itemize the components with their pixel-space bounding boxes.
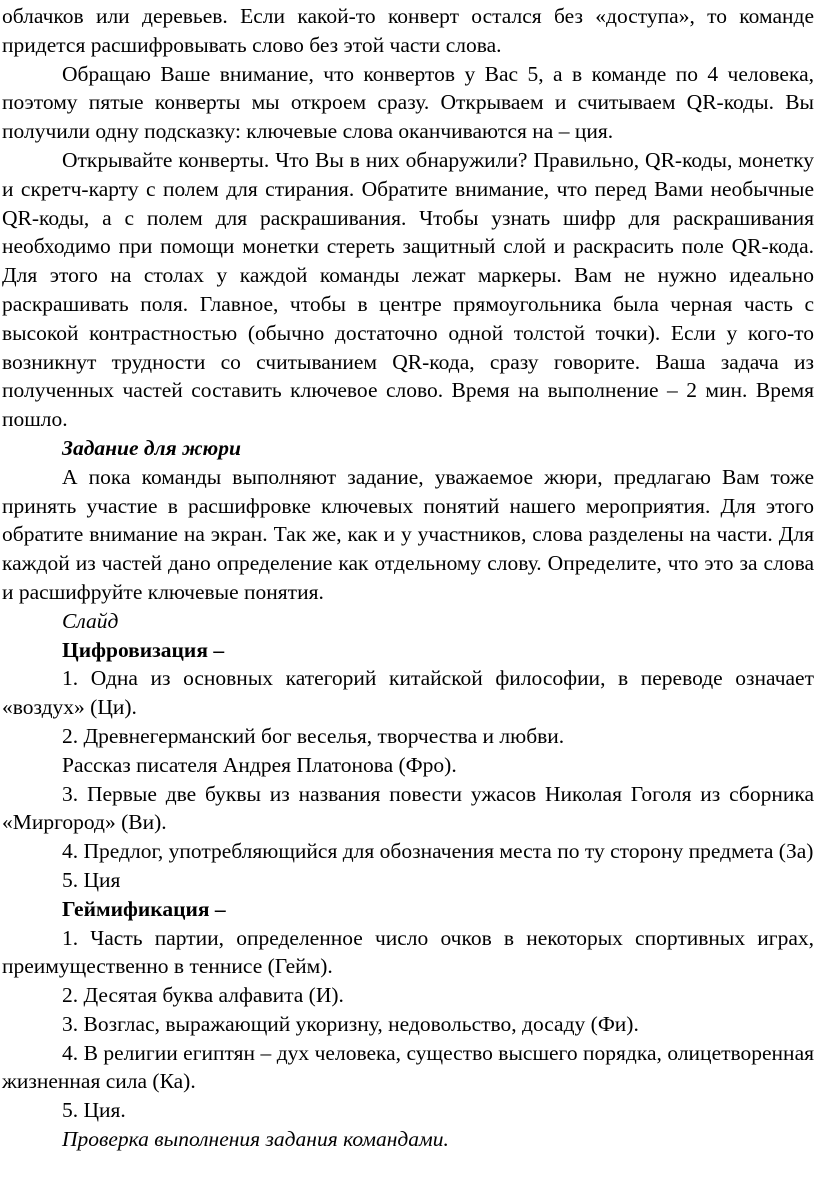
- list-item: 4. В религии египтян – дух человека, существо высшего порядка, олицетворенная жизненная сила (Ка).: [2, 1040, 814, 1094]
- jury-task-heading: Задание для жюри: [62, 435, 241, 460]
- list-item: 3. Возглас, выражающий укоризну, недовольство, досаду (Фи).: [62, 1011, 639, 1036]
- list-item: Рассказ писателя Андрея Платонова (Фро).: [62, 752, 457, 777]
- list-item: 2. Древнегерманский бог веселья, творчества и любви.: [62, 723, 565, 748]
- paragraph-jury-task: А пока команды выполняют задание, уважаемое жюри, предлагаю Вам тоже принять участие в расшифровке ключевых понятий нашего мероприятия. Для этого обратите внимание на экран. Так же, как и у участников, слова разделены на части. Для каждой из частей дано определение как отдельному слову. Определите, что это за слова и расшифруйте ключевые понятия.: [2, 464, 814, 604]
- paragraph-envelopes-note: Обращаю Ваше внимание, что конвертов у Вас 5, а в команде по 4 человека, поэтому пятые конверты мы откроем сразу. Открываем и считываем QR-коды. Вы получили одну подсказку: ключевые слова оканчиваются на – ция.: [2, 61, 814, 144]
- list-item: 3. Первые две буквы из названия повести ужасов Николая Гоголя из сборника «Миргород» (Ви).: [2, 781, 814, 835]
- footer-note: Проверка выполнения задания командами.: [62, 1127, 449, 1152]
- slide-label: Слайд: [62, 608, 119, 633]
- paragraph-instructions: Открывайте конверты. Что Вы в них обнаружили? Правильно, QR-коды, монетку и скретч-карту с полем для стирания. Обратите внимание, что перед Вами необычные QR-коды, а с полем для раскрашивания. Чтобы узнать шифр для раскрашивания необходимо при помощи монетки стереть защитный слой и раскрасить поле QR-кода. Для этого на столах у каждой команды лежат маркеры. Вам не нужно идеально раскрашивать поля. Главное, чтобы в центре прямоугольника была черная часть с высокой контрастностью (обычно достаточно одной толстой точки). Если у кого-то возникнут трудности со считыванием QR-кода, сразу говорите. Ваша задача из полученных частей составить ключевое слово. Время на выполнение – 2 мин. Время пошло.: [2, 147, 814, 432]
- list-item: 5. Ция.: [62, 1098, 126, 1123]
- list-item: 1. Одна из основных категорий китайской философии, в переводе означает «воздух» (Ци).: [2, 666, 814, 720]
- paragraph-continuation: облачков или деревьев. Если какой-то конверт остался без «доступа», то команде придется расшифровывать слово без этой части слова.: [2, 4, 814, 57]
- list-item: 2. Десятая буква алфавита (И).: [62, 983, 344, 1008]
- section-heading-digitalization: Цифровизация –: [62, 637, 225, 662]
- section-heading-gamification: Геймификация –: [62, 896, 226, 921]
- list-item: 1. Часть партии, определенное число очков в некоторых спортивных играх, преимущественно в теннисе (Гейм).: [2, 925, 814, 979]
- list-item: 5. Ция: [62, 867, 121, 892]
- list-item: 4. Предлог, употребляющийся для обозначения места по ту сторону предмета (За): [62, 839, 814, 864]
